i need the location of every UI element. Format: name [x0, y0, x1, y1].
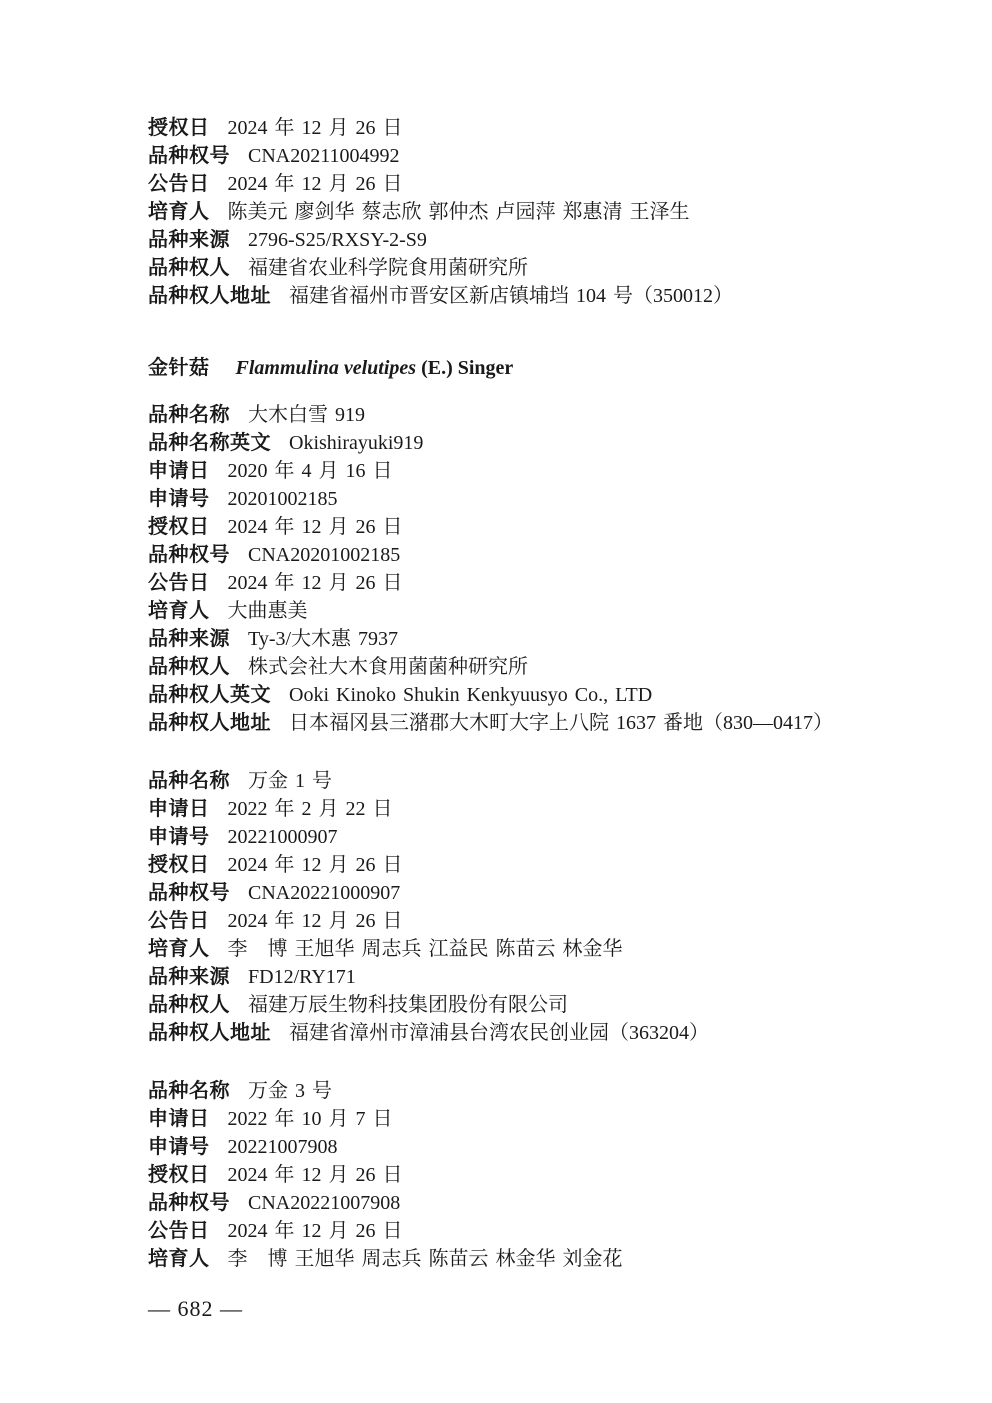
field-value: Ty-3/大木惠 7937: [248, 628, 399, 650]
species-name-latin: Flammulina velutipes: [235, 357, 417, 379]
field-value: 陈美元 廖剑华 蔡志欣 郭仲杰 卢园萍 郑惠清 王泽生: [227, 201, 690, 223]
field-label: 品种权人: [148, 257, 230, 279]
field-row: [148, 681, 902, 709]
field-label: 申请日: [148, 798, 210, 820]
field-value: 2024 年 12 月 26 日: [227, 572, 403, 594]
field-row: [148, 653, 902, 681]
field-label: 授权日: [148, 854, 210, 876]
field-value: CNA20201002185: [248, 544, 401, 566]
field-value: 2022 年 2 月 22 日: [227, 798, 393, 820]
field-row: [148, 429, 902, 457]
field-value: 李 博 王旭华 周志兵 江益民 陈苗云 林金华: [227, 938, 623, 960]
field-value: 2024 年 12 月 26 日: [227, 1220, 403, 1242]
field-value: Ooki Kinoko Shukin Kenkyuusyo Co., LTD: [289, 684, 653, 706]
field-value: 20201002185: [227, 488, 338, 510]
field-row: [148, 991, 902, 1019]
field-row: [148, 142, 902, 170]
field-row: [148, 513, 902, 541]
field-label: 品种名称: [148, 770, 230, 792]
field-row: [148, 282, 902, 310]
field-label: 申请日: [148, 460, 210, 482]
field-value: CNA20211004992: [248, 145, 400, 167]
page-number: — 682 —: [148, 1296, 243, 1321]
field-value: 万金 1 号: [248, 770, 332, 792]
field-row: [148, 907, 902, 935]
field-row: [148, 114, 902, 142]
field-label: 品种来源: [148, 628, 230, 650]
field-row: [148, 1189, 902, 1217]
field-value: 万金 3 号: [248, 1080, 332, 1102]
field-value: FD12/RY171: [248, 966, 356, 988]
field-value: 大木白雪 919: [248, 404, 365, 426]
field-value: 福建省漳州市漳浦县台湾农民创业园（363204）: [289, 1022, 709, 1044]
variety-sections: [148, 114, 902, 1273]
field-row: [148, 1133, 902, 1161]
field-label: 培育人: [148, 938, 210, 960]
field-row: [148, 795, 902, 823]
species-header: [148, 354, 902, 382]
field-label: 公告日: [148, 1220, 210, 1242]
field-label: 品种权人地址: [148, 712, 271, 734]
field-value: 2024 年 12 月 26 日: [227, 173, 403, 195]
field-value: 李 博 王旭华 周志兵 陈苗云 林金华 刘金花: [227, 1248, 623, 1270]
field-label: 品种权号: [148, 544, 230, 566]
variety-entry: [148, 401, 902, 737]
field-value: 2024 年 12 月 26 日: [227, 854, 403, 876]
variety-entry: [148, 767, 902, 1047]
field-label: 品种权号: [148, 1192, 230, 1214]
field-value: 福建万辰生物科技集团股份有限公司: [248, 994, 568, 1016]
field-row: [148, 1077, 902, 1105]
field-row: [148, 170, 902, 198]
field-value: 20221000907: [227, 826, 338, 848]
field-row: [148, 851, 902, 879]
field-row: [148, 198, 902, 226]
field-label: 品种权号: [148, 882, 230, 904]
field-label: 品种权人地址: [148, 285, 271, 307]
field-row: [148, 1161, 902, 1189]
field-row: [148, 1019, 902, 1047]
field-label: 品种权人英文: [148, 684, 271, 706]
field-label: 培育人: [148, 201, 210, 223]
field-label: 品种名称: [148, 404, 230, 426]
field-row: [148, 823, 902, 851]
field-row: [148, 1217, 902, 1245]
field-value: 大曲惠美: [227, 600, 308, 622]
field-row: [148, 485, 902, 513]
field-row: [148, 935, 902, 963]
field-label: 公告日: [148, 572, 210, 594]
field-row: [148, 569, 902, 597]
field-row: [148, 1105, 902, 1133]
field-value: 福建省农业科学院食用菌研究所: [248, 257, 528, 279]
field-value: 2024 年 12 月 26 日: [227, 516, 403, 538]
field-value: 2022 年 10 月 7 日: [227, 1108, 393, 1130]
field-value: Okishirayuki919: [289, 432, 424, 454]
field-row: [148, 1245, 902, 1273]
field-label: 授权日: [148, 117, 210, 139]
field-value: 2796-S25/RXSY-2-S9: [248, 229, 427, 251]
field-label: 授权日: [148, 516, 210, 538]
field-row: [148, 401, 902, 429]
field-value: CNA20221000907: [248, 882, 401, 904]
field-label: 品种权人: [148, 994, 230, 1016]
field-value: CNA20221007908: [248, 1192, 401, 1214]
field-value: 2024 年 12 月 26 日: [227, 1164, 403, 1186]
field-row: [148, 879, 902, 907]
field-row: [148, 541, 902, 569]
field-value: 2020 年 4 月 16 日: [227, 460, 393, 482]
field-label: 品种来源: [148, 229, 230, 251]
field-row: [148, 457, 902, 485]
field-label: 申请日: [148, 1108, 210, 1130]
species-name-chinese: 金针菇: [148, 357, 210, 379]
field-value: 2024 年 12 月 26 日: [227, 910, 403, 932]
field-row: [148, 709, 902, 737]
field-label: 授权日: [148, 1164, 210, 1186]
field-label: 品种名称: [148, 1080, 230, 1102]
field-row: [148, 597, 902, 625]
field-value: 2024 年 12 月 26 日: [227, 117, 403, 139]
field-row: [148, 254, 902, 282]
field-value: 福建省福州市晋安区新店镇埔垱 104 号（350012）: [289, 285, 733, 307]
field-label: 品种权号: [148, 145, 230, 167]
field-row: [148, 226, 902, 254]
field-label: 品种名称英文: [148, 432, 271, 454]
field-label: 公告日: [148, 910, 210, 932]
field-label: 申请号: [148, 488, 210, 510]
variety-entry: [148, 1077, 902, 1273]
field-label: 公告日: [148, 173, 210, 195]
field-value: 株式会社大木食用菌菌种研究所: [248, 656, 528, 678]
field-row: [148, 963, 902, 991]
field-label: 培育人: [148, 600, 210, 622]
field-label: 申请号: [148, 826, 210, 848]
field-label: 品种来源: [148, 966, 230, 988]
field-label: 品种权人地址: [148, 1022, 271, 1044]
field-row: [148, 767, 902, 795]
variety-entry: [148, 114, 902, 310]
field-label: 培育人: [148, 1248, 210, 1270]
field-label: 申请号: [148, 1136, 210, 1158]
field-label: 品种权人: [148, 656, 230, 678]
species-name-authority: (E.) Singer: [416, 357, 514, 379]
field-value: 20221007908: [227, 1136, 338, 1158]
field-row: [148, 625, 902, 653]
field-value: 日本福冈县三潴郡大木町大字上八院 1637 番地（830—0417）: [289, 712, 833, 734]
